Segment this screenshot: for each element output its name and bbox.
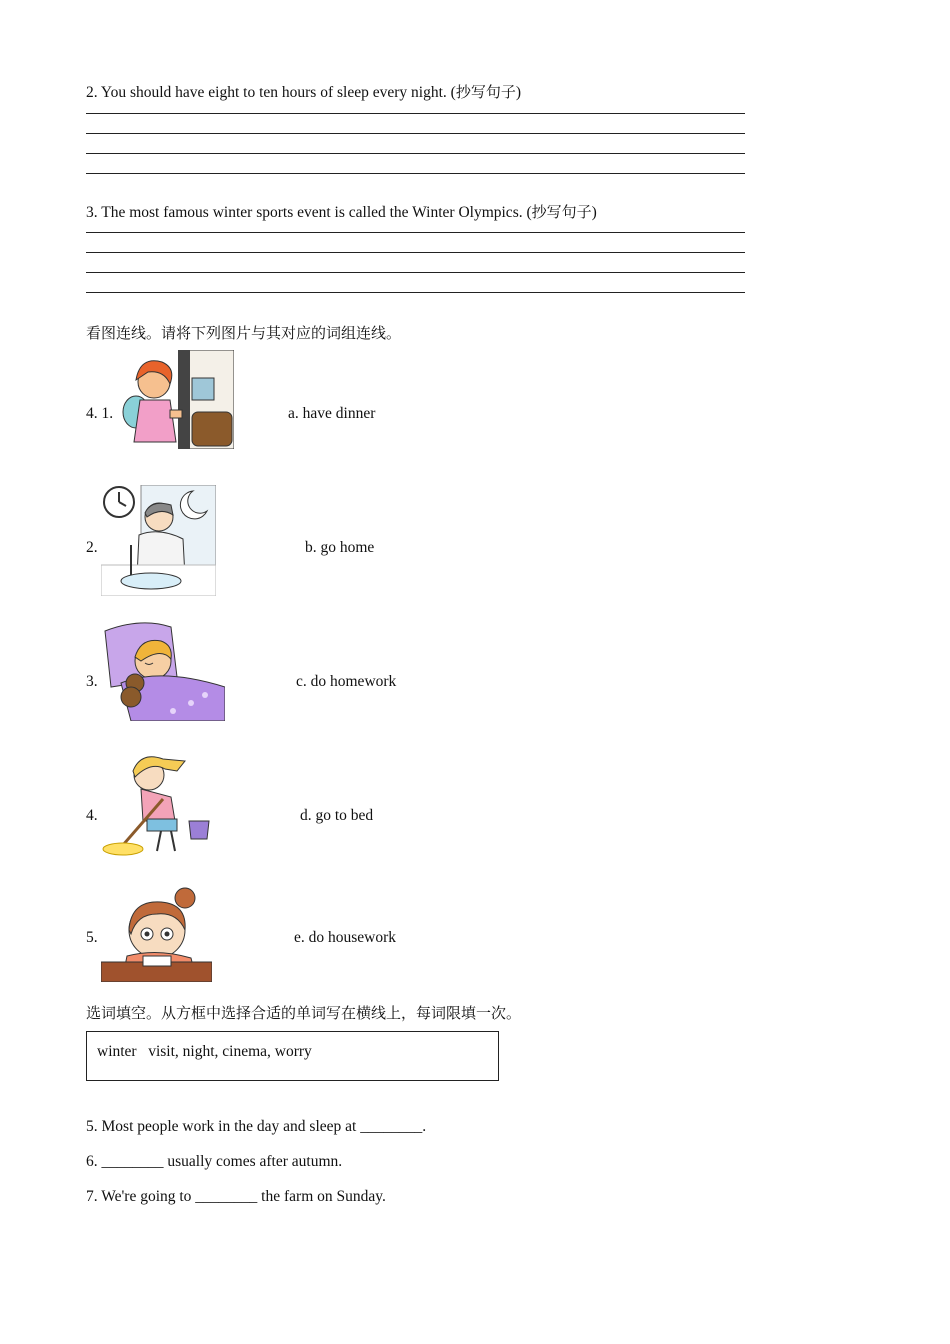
question-2-hint: 抄写句子 (455, 83, 516, 101)
writing-line (86, 292, 745, 293)
match-phrase: c. do homework (296, 673, 397, 690)
word-box-words: winter visit, night, cinema, worry (97, 1043, 312, 1060)
writing-line (86, 252, 745, 253)
question-2-text: 2. You should have eight to ten hours of sleep every night. ( (86, 84, 456, 101)
question-2-close: ) (515, 84, 521, 101)
match-item-number: 3. (86, 673, 98, 690)
girl-writing-picture (101, 886, 212, 982)
girl-mopping-picture (101, 751, 213, 859)
question-3-text: 3. The most famous winter sports event is called the Winter Olympics. ( (86, 204, 532, 221)
match-item-number: 4. (86, 807, 98, 824)
question-2 (86, 81, 521, 102)
writing-line (86, 153, 745, 154)
fill-blank-question: 6. ________ usually comes after autumn. (86, 1153, 343, 1170)
question-3-close: ) (591, 204, 597, 221)
writing-line (86, 133, 745, 134)
fill-blank-instruction: 选词填空。从方框中选择合适的单词写在横线上，每词限填一次。 (86, 1004, 522, 1022)
child-sleeping-picture (101, 617, 225, 721)
writing-line (86, 232, 745, 233)
girl-coming-home-picture (118, 350, 234, 449)
question-3 (86, 201, 597, 222)
writing-line (86, 113, 745, 114)
match-item-number: 5. (86, 929, 98, 946)
matching-instruction: 看图连线。请将下列图片与其对应的词组连线。 (86, 324, 402, 342)
writing-line (86, 272, 745, 273)
match-item-number: 2. (86, 539, 98, 556)
fill-blank-question: 7. We're going to ________ the farm on Sunday. (86, 1188, 386, 1205)
match-phrase: a. have dinner (288, 405, 376, 422)
word-box (86, 1031, 499, 1081)
match-phrase: e. do housework (294, 929, 397, 946)
question-3-hint: 抄写句子 (531, 203, 592, 221)
match-phrase: d. go to bed (300, 807, 374, 824)
match-phrase: b. go home (305, 539, 375, 556)
writing-line (86, 173, 745, 174)
match-item-number: 4. 1. (86, 405, 114, 422)
boy-eating-dinner-picture (101, 485, 216, 596)
fill-blank-question: 5. Most people work in the day and sleep at ________. (86, 1118, 427, 1135)
